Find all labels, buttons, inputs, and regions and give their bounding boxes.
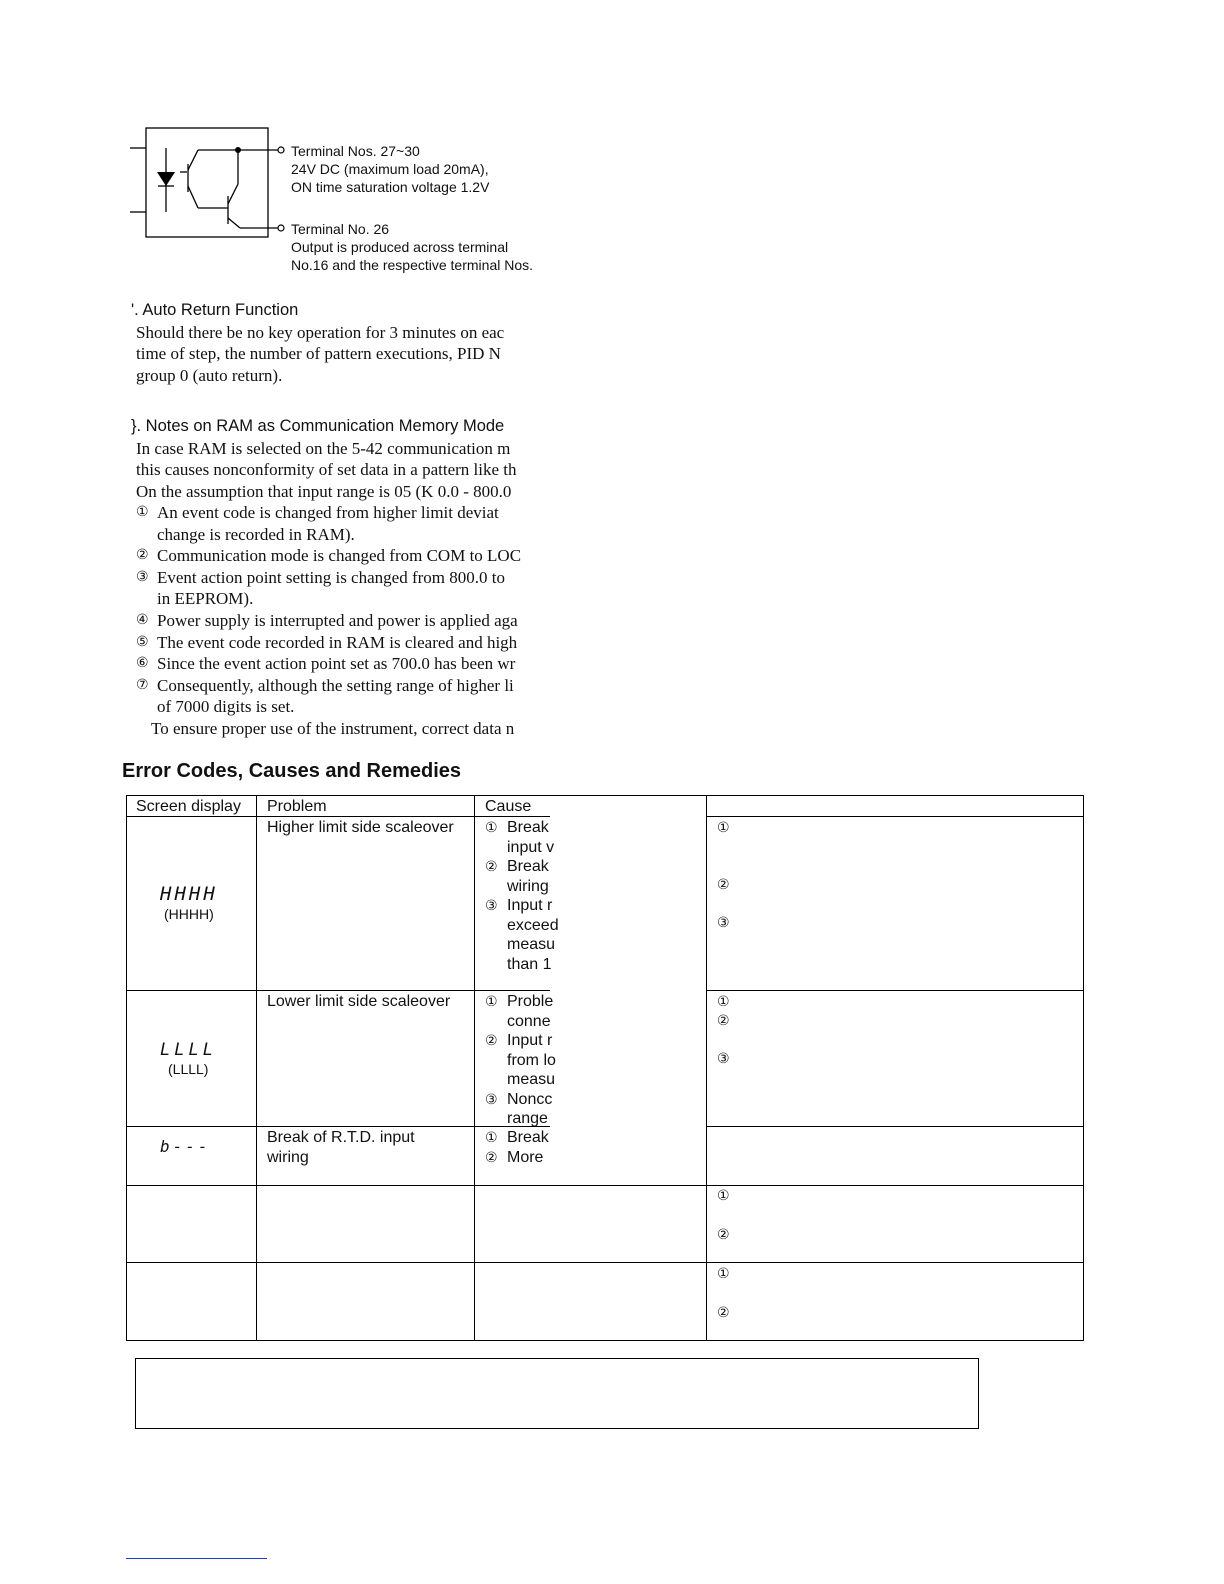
note-box xyxy=(135,1358,979,1429)
error-codes-title: Error Codes, Causes and Remedies xyxy=(122,760,462,782)
list-item: ⑥ Since the event action point set as 700.0 has been wr xyxy=(136,654,516,674)
auto-return-paragraph: Should there be no key operation for 3 minutes on eac time of step, the number of pattern executions, PID N group 0 (auto return). xyxy=(136,323,505,385)
remedy-mark: ② xyxy=(717,876,730,892)
list-item: ② Communication mode is changed from COM to LOC xyxy=(136,546,522,566)
problem-text: Break of R.T.D. input wiring xyxy=(267,1129,415,1166)
remedy-mark: ③ xyxy=(717,1050,730,1066)
terminal-bottom-text: Terminal No. 26 Output is produced across terminal No.16 and the respective terminal Nos. xyxy=(291,221,534,273)
remedy-mark: ① xyxy=(717,993,730,1009)
list-item: ⑦ Consequently, although the setting range of higher li xyxy=(136,675,514,695)
list-item-continued: in EEPROM). xyxy=(157,589,254,609)
header-problem: Problem xyxy=(267,798,327,815)
seven-segment-display-b: b--- xyxy=(160,1137,211,1156)
remedy-mark: ② xyxy=(717,1304,730,1320)
terminal-top-text: Terminal Nos. 27~30 24V DC (maximum load 20mA), ON time saturation voltage 1.2V xyxy=(291,143,490,195)
remedy-mark: ① xyxy=(717,1187,730,1203)
seven-segment-display-llll: LLLL xyxy=(160,1040,217,1060)
seven-segment-display-hhhh: HHHH xyxy=(160,883,218,905)
ram-notes-closing: To ensure proper use of the instrument, correct data n xyxy=(151,718,515,738)
remedy-mark: ③ xyxy=(717,914,730,930)
display-label: (HHHH) xyxy=(164,906,214,922)
header-screen-display: Screen display xyxy=(136,798,241,815)
list-item: ⑤ The event code recorded in RAM is cleared and high xyxy=(136,632,518,652)
display-label: (LLLL) xyxy=(168,1061,209,1077)
ram-notes-list xyxy=(136,502,551,740)
ram-notes-heading: }. Notes on RAM as Communication Memory Mode xyxy=(131,417,505,435)
remedy-mark: ① xyxy=(717,1265,730,1281)
list-item: ① An event code is changed from higher limit deviat xyxy=(136,503,499,522)
problem-text: Lower limit side scaleover xyxy=(267,993,451,1010)
header-cause: Cause xyxy=(485,798,532,815)
remedy-mark: ② xyxy=(717,1226,730,1242)
output-circuit-diagram xyxy=(130,124,295,244)
list-item: ③ Event action point setting is changed from 800.0 to xyxy=(136,567,505,587)
auto-return-heading: '. Auto Return Function xyxy=(131,301,299,319)
remedy-mark: ② xyxy=(717,1012,730,1028)
list-item-continued: of 7000 digits is set. xyxy=(157,697,295,717)
cause-list: ① Break ② More xyxy=(485,1129,549,1166)
list-item-continued: change is recorded in RAM). xyxy=(157,524,355,544)
footnote-separator xyxy=(126,1558,267,1559)
problem-text: Higher limit side scaleover xyxy=(267,819,454,836)
cause-list: ① Proble conne ② Input r from lo measu ③ Noncc range xyxy=(485,993,556,1127)
cause-list: ① Break input v ② Break wiring ③ Input r exceed measu than 1 xyxy=(485,819,559,973)
list-item: ④ Power supply is interrupted and power is applied aga xyxy=(136,610,518,630)
ram-notes-intro: In case RAM is selected on the 5-42 communication m this causes nonconformity of set data in a pattern like th On the assumption that input range is 05 (K 0.0 - 800.0 xyxy=(136,439,517,501)
remedy-mark: ① xyxy=(717,819,730,835)
